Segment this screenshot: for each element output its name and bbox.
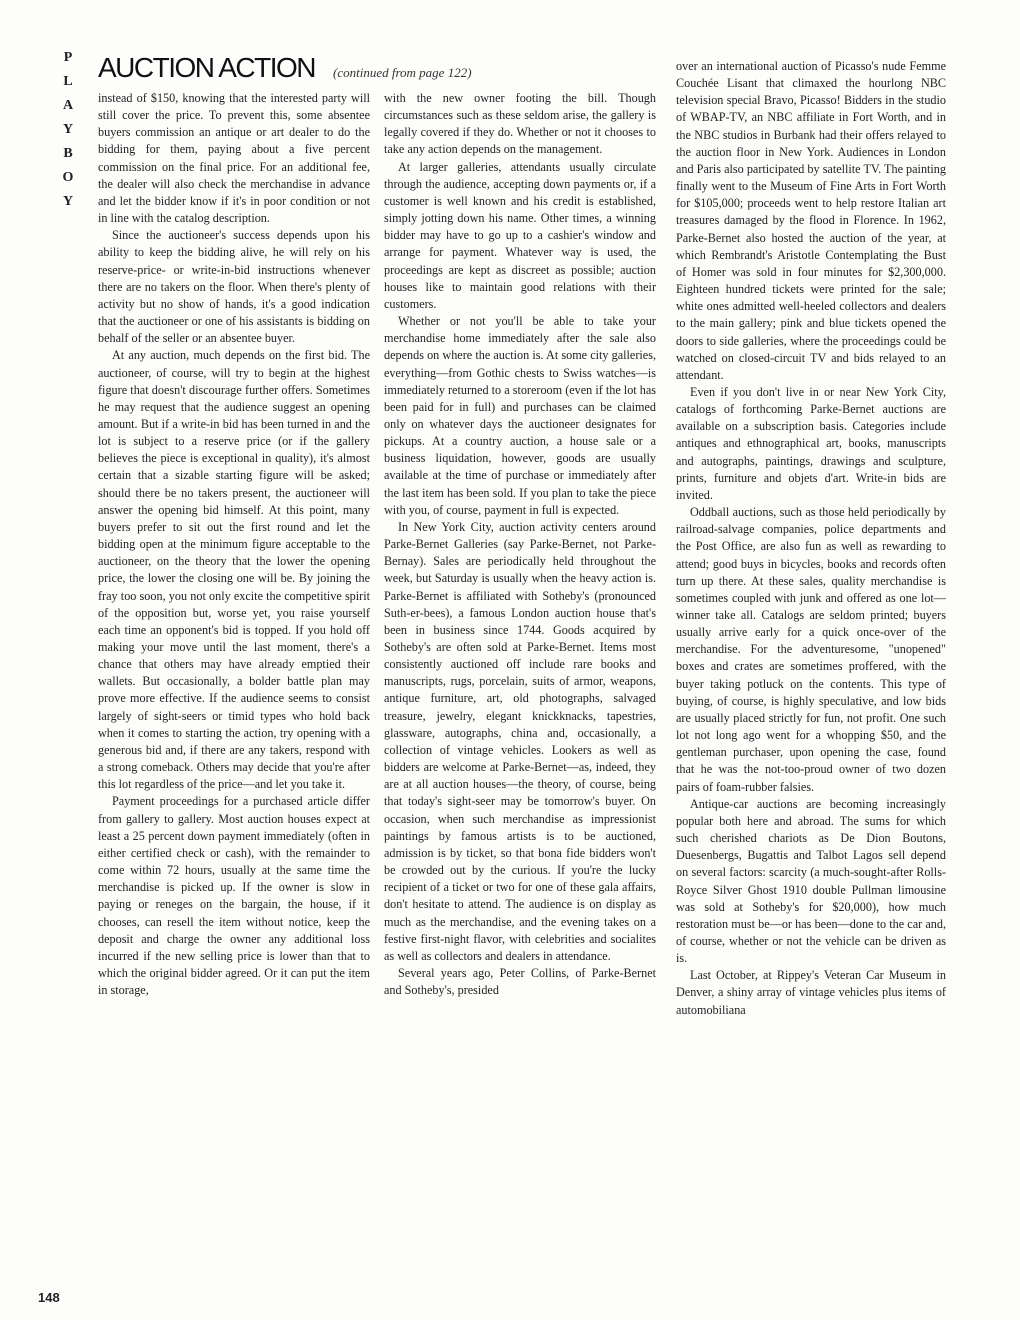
magazine-name-letter: A: [62, 98, 74, 113]
magazine-vertical-name: [58, 46, 78, 214]
paragraph: At any auction, much depends on the first bid. The auctioneer, of course, will try to begin at the highest figure that doesn't discourage further offers. Sometimes he may request that the audience suggest an opening amount. But if a write-in bid has been turned in and the lot is subject to a reserve price (or if the gallery believes the piece is exceptional in quality), it's almost certain that a sizable starting figure will be asked; should there be no takers present, the auctioneer will answer the opening bid himself. At this point, many buyers prefer to sit out the first round and let the bidding open at the minimum figure acceptable to the auctioneer, on the theory that the lower the opening price, the lower the closing one will be. By joining the fray too soon, you not only excite the competitive spirit of the opposition but, worse yet, you raise yourself each time an opponent's bid is topped. If you hold off making your move until the last moment, there's a chance that others may have already emptied their wallets. But occasionally, a bolder battle plan may prove more effective. If the audience seems to consist largely of sight-seers or timid types who hold back when it comes to starting the action, try opening with a generous bid and, if there are any takers, respond with a strong comeback. Others may decide that you're after this lot regardless of the price—and let you take it.: [98, 348, 370, 792]
paragraph: Several years ago, Peter Collins, of Parke-Bernet and Sotheby's, presided: [384, 965, 656, 998]
continuation-note: (continued from page 122): [333, 65, 472, 80]
magazine-name-letter: Y: [62, 194, 74, 209]
magazine-name-letter: B: [63, 146, 73, 161]
paragraph: Oddball auctions, such as those held periodically by railroad-salvage companies, police departments and the Post Office, are also fun as well as rewarding to attend; good buys in bicycles, books and records often turn up there. At these sales, quality merchandise is sometimes coupled with junk and offered as one lot—winner take all. Catalogs are seldom printed; buyers usually arrive early for a quick once-over of the merchandise. For the adventuresome, "unopened" boxes and crates are sometimes proffered, with the buyer taking potluck on the contents. This type of buying, of course, is highly speculative, and low bids are usually placed strictly for fun, not profit. One such lot not long ago went for a whopping $50, and the gentleman purchaser, upon opening the case, found that he was the not-too-proud owner of two dozen pairs of foam-rubber falsies.: [676, 505, 946, 794]
paragraph: Since the auctioneer's success depends upon his ability to keep the bidding alive, he will rely on his reserve-price- or write-in-bid instructions whenever there are no takers on the floor. When there's plenty of activity but no show of hands, it's a good indication that the auctioneer or one of his assistants is bidding on behalf of the seller or an absentee buyer.: [98, 228, 370, 346]
article-header: [98, 52, 472, 86]
article-title: AUCTION ACTION: [98, 52, 316, 83]
paragraph: Payment proceedings for a purchased article differ from gallery to gallery. Most auction houses expect at least a 25 percent down payment immediately (often in either certified check or cash), with the remainder to come within 72 hours, usually at the same time the merchandise is picked up. If the owner is slow in paying or reneges on the bargain, the house, if it chooses, can resell the item without notice, keep the deposit and charge the owner any additional loss incurred if the new selling price is lower than that to which the original bidder agreed. Or it can put the item in storage,: [98, 794, 370, 998]
paragraph: At larger galleries, attendants usually circulate through the audience, accepting down payments or, if a customer is well known and his credit is established, simply jotting down his name. Other times, a winning bidder may have to go up to a cashier's window and arrange for payment. Whatever way is used, the proceedings are kept as discreet as possible; auction houses like to maintain good relations with their customers.: [384, 159, 656, 311]
paragraph: In New York City, auction activity centers around Parke-Bernet Galleries (say Parke-Bernet, not Parke-Bernay). Sales are periodically held throughout the week, but Saturday is usually when the heavy action is. Parke-Bernet is affiliated with Sotheby's (pronounced Suth-er-bees), a famous London auction house that's been in business since 1744. Goods acquired by Sotheby's are often sold at Parke-Bernet. Items most consistently auctioned off include rare books and manuscripts, rugs, porcelain, suits of armor, weapons, antique furniture, art, old photographs, salvaged treasure, jewelry, elegant knickknacks, tapestries, glassware, autographs, china and, occasionally, a collection of vintage vehicles. Lookers as well as bidders are welcome at Parke-Bernet—as, indeed, they are at all auction houses—the theory, of course, being that today's sight-seer may be tomorrow's buyer. On occasion, when such merchandise as impressionist paintings by famous artists is to be auctioned, admission is by ticket, so that bona fide bidders won't be crowded out by the curious. If you're the lucky recipient of a ticket or two for one of these gala affairs, don't hesitate to attend. The audience is on display as much as the merchandise, and the evening takes on a festive first-night flavor, with celebrities and socialites as well as collectors and dealers in attendance.: [384, 519, 656, 963]
text-column-3: [676, 58, 946, 1019]
paragraph: over an international auction of Picasso's nude Femme Couchée Lisant that climaxed the hourlong NBC television special Bravo, Picasso! Bidders in the studio of WBAP-TV, an NBC affiliate in Fort Worth, and in the NBC studios in Burbank had their offers relayed to the auction floor in New York. Audiences in London and Paris also participated by satellite TV. The painting finally went to the Museum of Fine Arts in Fort Worth for $105,000; proceeds went to help restore Italian art treasures damaged by the flood in Florence. In 1962, Parke-Bernet also hosted the auction of the year, at which Rembrandt's Aristotle Contemplating the Bust of Homer was sold in four minutes for $2,300,000. Eighteen hundred tickets were printed for the sale; white ones admitted well-heeled collectors and dealers to the main gallery; pink and blue tickets opened the doors to side galleries, where the proceedings could be watched on closed-circuit TV and bids relayed to an attendant.: [676, 59, 946, 382]
paragraph: Whether or not you'll be able to take your merchandise home immediately after the sale also depends on where the auction is. At some city galleries, everything—from Gothic chests to Swiss watches—is immediately returned to a storeroom (even if the lot has been paid for in full) and purchases can be claimed only on whatever days the auctioneer designates for pickups. At a country auction, a house sale or a business liquidation, however, goods are usually available at the time of purchase or immediately after the last item has been sold. If you plan to take the piece with you, of course, payment in full is expected.: [384, 314, 656, 517]
magazine-name-letter: L: [63, 74, 73, 89]
magazine-name-letter: P: [63, 50, 73, 65]
paragraph: Antique-car auctions are becoming increasingly popular both here and abroad. The sums for which such cherished chariots as De Dion Boutons, Duesenbergs, Bugattis and Talbot Lagos sell depend on several factors: scarcity (a much-sought-after Rolls-Royce Silver Ghost 1910 double Pullman limousine was sold at Sotheby's for $20,000), how much restoration must be—or has been—done to the car and, of course, whether or not the vehicle can be driven as is.: [676, 796, 946, 966]
paragraph: with the new owner footing the bill. Though circumstances such as these seldom arise, the gallery is legally covered if they do. Whether or not it chooses to take any action depends on the management.: [384, 91, 656, 157]
paragraph: Even if you don't live in or near New York City, catalogs of forthcoming Parke-Bernet auctions are available on a subscription basis. Categories include antiques and ethnographical art, books, manuscripts and autographs, paintings, drawings and sculpture, prints, furniture and objets d'art. Write-in bids are invited.: [676, 384, 946, 502]
page-number: 148: [38, 1290, 60, 1305]
magazine-name-letter: Y: [62, 122, 74, 137]
magazine-name-letter: O: [62, 170, 74, 185]
paragraph: instead of $150, knowing that the interested party will still cover the price. To prevent this, some absentee buyers commission an antique or art dealer to do the bidding for them, paying about a five percent commission on the final price. For an additional fee, the dealer will also check the merchandise in advance and let the bidder know if it's in poor condition or not in line with the catalog description.: [98, 91, 370, 226]
paragraph: Last October, at Rippey's Veteran Car Museum in Denver, a shiny array of vintage vehicles plus items of automobiliana: [676, 968, 946, 1017]
text-column-2: [384, 90, 656, 999]
text-column-1: [98, 90, 370, 999]
